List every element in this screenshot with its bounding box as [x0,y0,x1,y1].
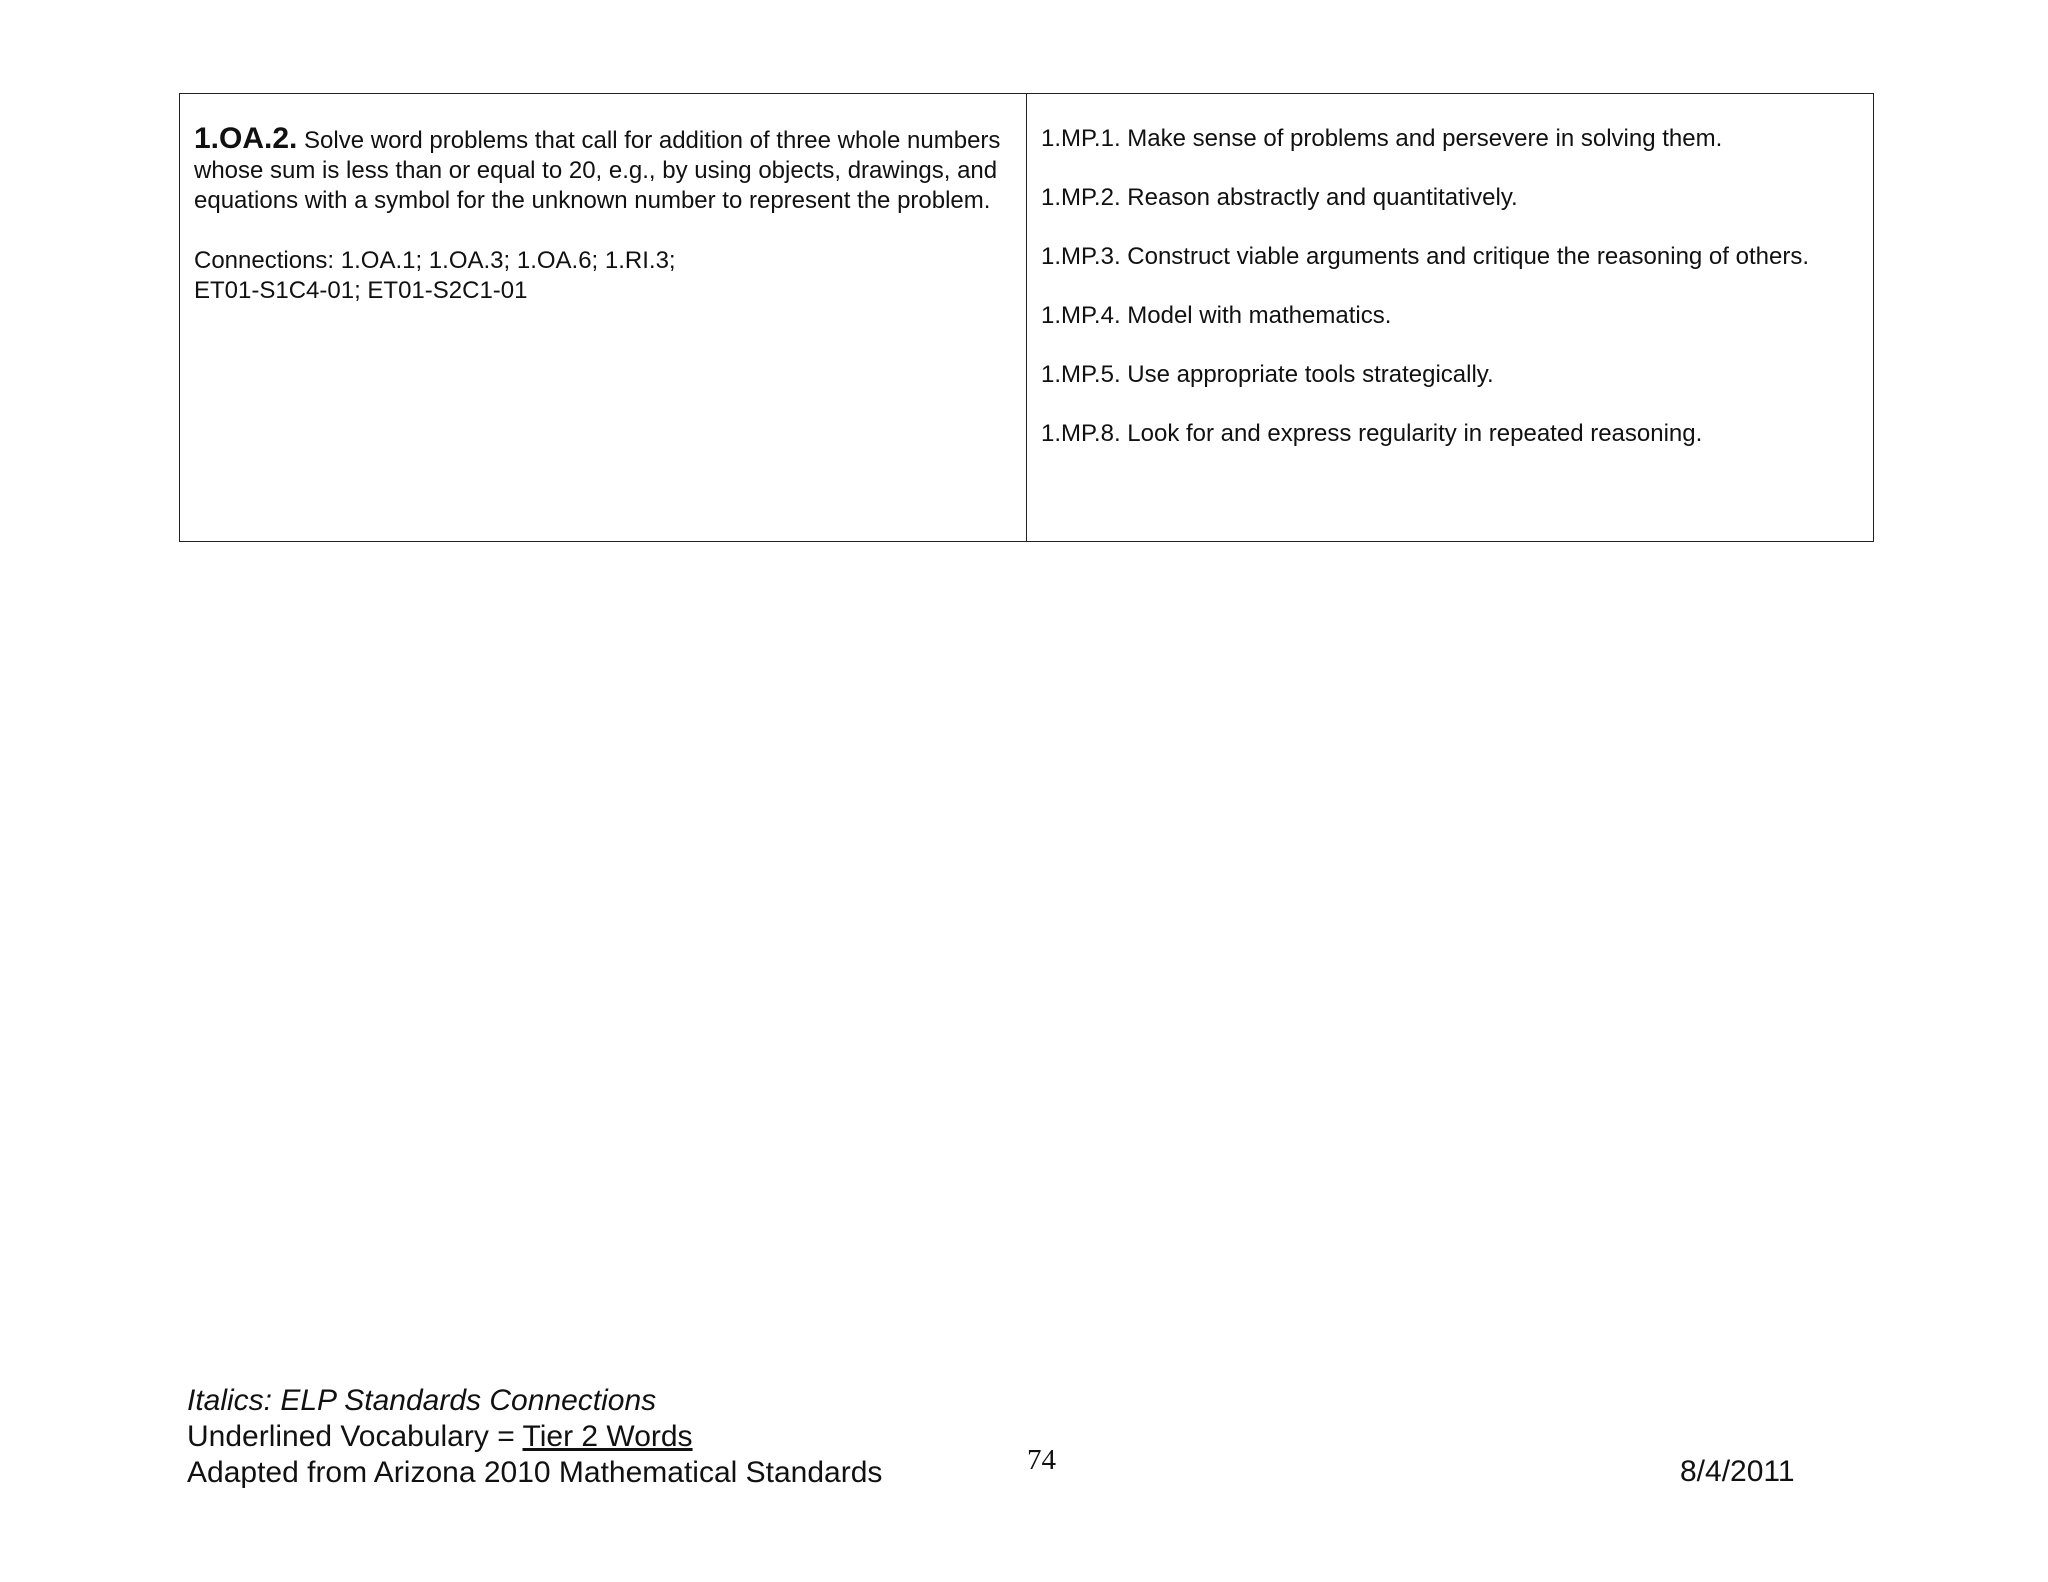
footer-notes [187,1383,882,1491]
footer-vocab-note [187,1419,882,1455]
page-number: 74 [1027,1444,1056,1476]
standard-description [194,124,1012,216]
connections-line-2: ET01-S1C4-01; ET01-S2C1-01 [194,277,528,304]
practice-item: 1.MP.4. Model with mathematics. [1041,302,1392,329]
practice-item: 1.MP.1. Make sense of problems and persevere in solving them. [1041,125,1723,152]
practice-item: 1.MP.3. Construct viable arguments and critique the reasoning of others. [1041,243,1809,270]
connections [194,246,1012,306]
connections-line-1: Connections: 1.OA.1; 1.OA.3; 1.OA.6; 1.RI.3; [194,247,676,274]
practices-cell [1027,94,1873,541]
footer-vocab-prefix: Underlined Vocabulary = [187,1420,523,1453]
footer-adapted: Adapted from Arizona 2010 Mathematical Standards [187,1456,883,1489]
standards-table [179,93,1874,542]
practice-item: 1.MP.5. Use appropriate tools strategically. [1041,361,1494,388]
practice-item: 1.MP.8. Look for and express regularity in repeated reasoning. [1041,420,1703,447]
practice-item: 1.MP.2. Reason abstractly and quantitatively. [1041,184,1518,211]
standard-cell [180,94,1027,541]
standard-text: Solve word problems that call for addition of three whole numbers whose sum is less than or equal to 20, e.g., by using objects, drawings, and equations with a symbol for the unknown number to represent the problem. [194,127,1001,214]
practices-list [1041,124,1859,449]
standard-code: 1.OA.2. [194,122,298,155]
footer-vocab-underlined: Tier 2 Words [522,1420,693,1453]
footer-italics-note: Italics: ELP Standards Connections [187,1384,657,1417]
footer-date: 8/4/2011 [1680,1455,1795,1488]
